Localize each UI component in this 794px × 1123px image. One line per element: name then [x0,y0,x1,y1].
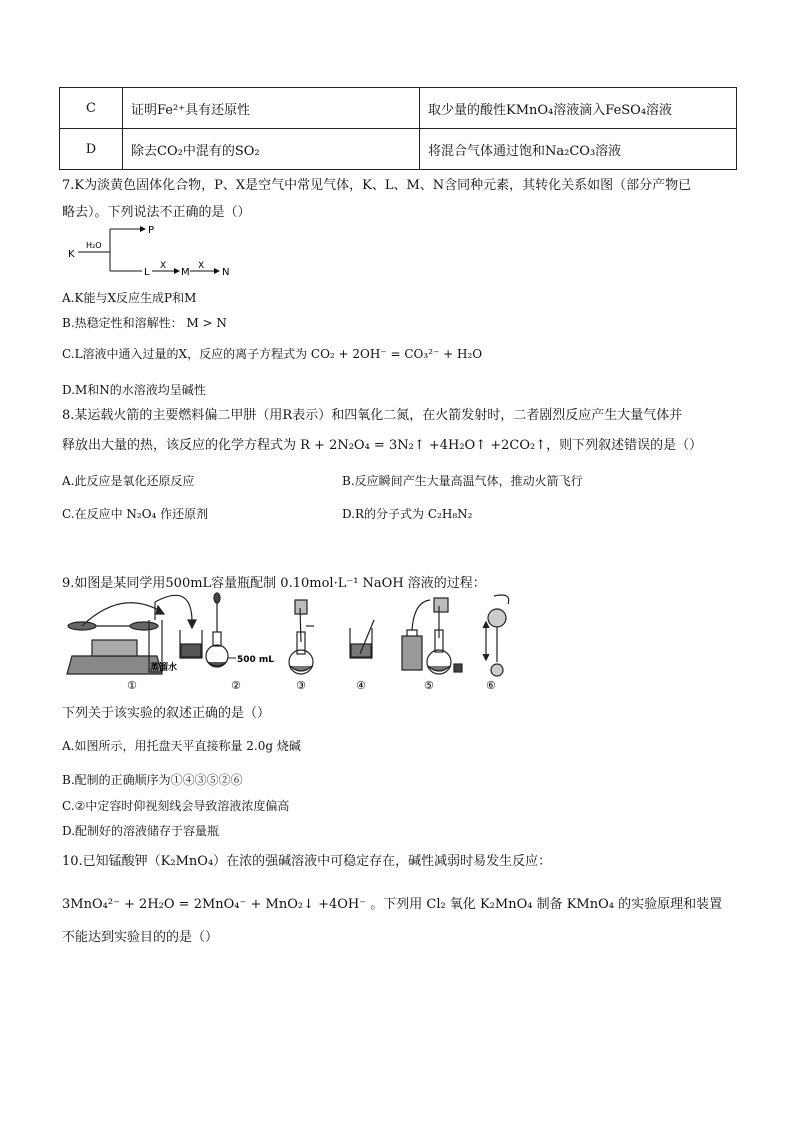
experiment-table [59,87,737,170]
q9-question: 下列关于该实验的叙述正确的是（） [62,706,271,721]
q9-solution-preparation-figure [62,592,522,692]
q9-option-d: D.配制好的溶液储存于容量瓶 [62,824,220,838]
beaker-icon [180,630,202,658]
step-label: ④ [356,679,366,692]
step-label: ① [127,679,137,692]
q7-stem-line2: 略去）。下列说法不正确的是（） [62,205,251,220]
step-label: ③ [296,679,306,692]
diagram-l: L [144,267,150,278]
diagram-x1: X [160,261,167,271]
q10-stem-line1: 10.已知锰酸钾（K₂MnO₄）在浓的强碱溶液中可稳定存在，碱性减弱时易发生反应： [62,854,552,869]
q9-stem: 9.如图是某同学用500mL容量瓶配制 0.10mol·L⁻¹ NaOH 溶液的过程： [62,576,486,591]
beaker-stirring-icon [350,620,374,658]
q8-stem-line2: 释放出大量的热，该反应的化学方程式为 R + 2N₂O₄ = 3N₂↑ +4H₂O↑ +2CO₂↑，则下列叙述错误的是（） [62,438,703,453]
q8-option-c: C.在反应中 N₂O₄ 作还原剂 [62,507,209,521]
q8-option-d: D.R的分子式为 C₂H₈N₂ [342,507,473,521]
table-row [60,129,737,170]
water-label: 蒸馏水 [150,663,178,673]
table-row [60,88,737,129]
row-purpose: 证明Fe²⁺具有还原性 [123,88,420,129]
q9-option-b: B.配制的正确顺序为①④③⑤②⑥ [62,773,243,787]
diagram-p: P [148,225,155,236]
flask-rinse-icon [402,598,462,674]
flask-volume-label: 500 mL [237,655,275,665]
q7-option-b: B.热稳定性和溶解性： M > N [62,316,227,330]
step-label: ② [231,679,241,692]
q7-option-a: A.K能与X反应生成P和M [62,291,197,305]
q8-option-a: A.此反应是氧化还原反应 [62,474,195,488]
diagram-n: N [222,267,230,278]
q7-option-c: C.L溶液中通入过量的X，反应的离子方程式为 CO₂ + 2OH⁻ = CO₃²⁻ + H₂O [62,347,483,361]
q7-conversion-diagram [64,223,254,281]
q8-stem-line1: 8.某运载火箭的主要燃料偏二甲肼（用R表示）和四氧化二氮，在火箭发射时，二者剧烈反应产生大量气体并 [62,408,683,423]
q7-option-d: D.M和N的水溶液均呈碱性 [62,383,206,397]
q10-stem-line2: 3MnO₄²⁻ + 2H₂O = 2MnO₄⁻ + MnO₂↓ +4OH⁻ 。下列用 Cl₂ 氧化 K₂MnO₄ 制备 KMnO₄ 的实验原理和装置 [62,897,723,912]
step-label: ⑥ [486,679,496,692]
volumetric-flask-icon [206,593,228,667]
flask-pouring-icon [289,600,314,674]
diagram-x2: X [198,261,205,271]
row-method: 将混合气体通过饱和Na₂CO₃溶液 [420,129,737,170]
row-method: 取少量的酸性KMnO₄溶液滴入FeSO₄溶液 [420,88,737,129]
q10-stem-line3: 不能达到实验目的的是（） [62,930,219,945]
q8-option-b: B.反应瞬间产生大量高温气体，推动火箭飞行 [342,474,583,488]
q9-option-a: A.如图所示，用托盘天平直接称量 2.0g 烧碱 [62,739,301,753]
q7-stem-line1: 7.K为淡黄色固体化合物，P、X是空气中常见气体，K、L、M、N含同种元素，其转化关系如图（部分产物已 [62,178,692,193]
step-label: ⑤ [424,679,434,692]
diagram-h2o: H₂O [86,241,102,250]
diagram-k: K [68,249,75,260]
diagram-m: M [181,267,190,278]
row-letter: C [60,88,123,129]
row-letter: D [60,129,123,170]
row-purpose: 除去CO₂中混有的SO₂ [123,129,420,170]
q9-option-c: C.②中定容时仰视刻线会导致溶液浓度偏高 [62,799,290,813]
flask-invert-icon [483,595,509,676]
